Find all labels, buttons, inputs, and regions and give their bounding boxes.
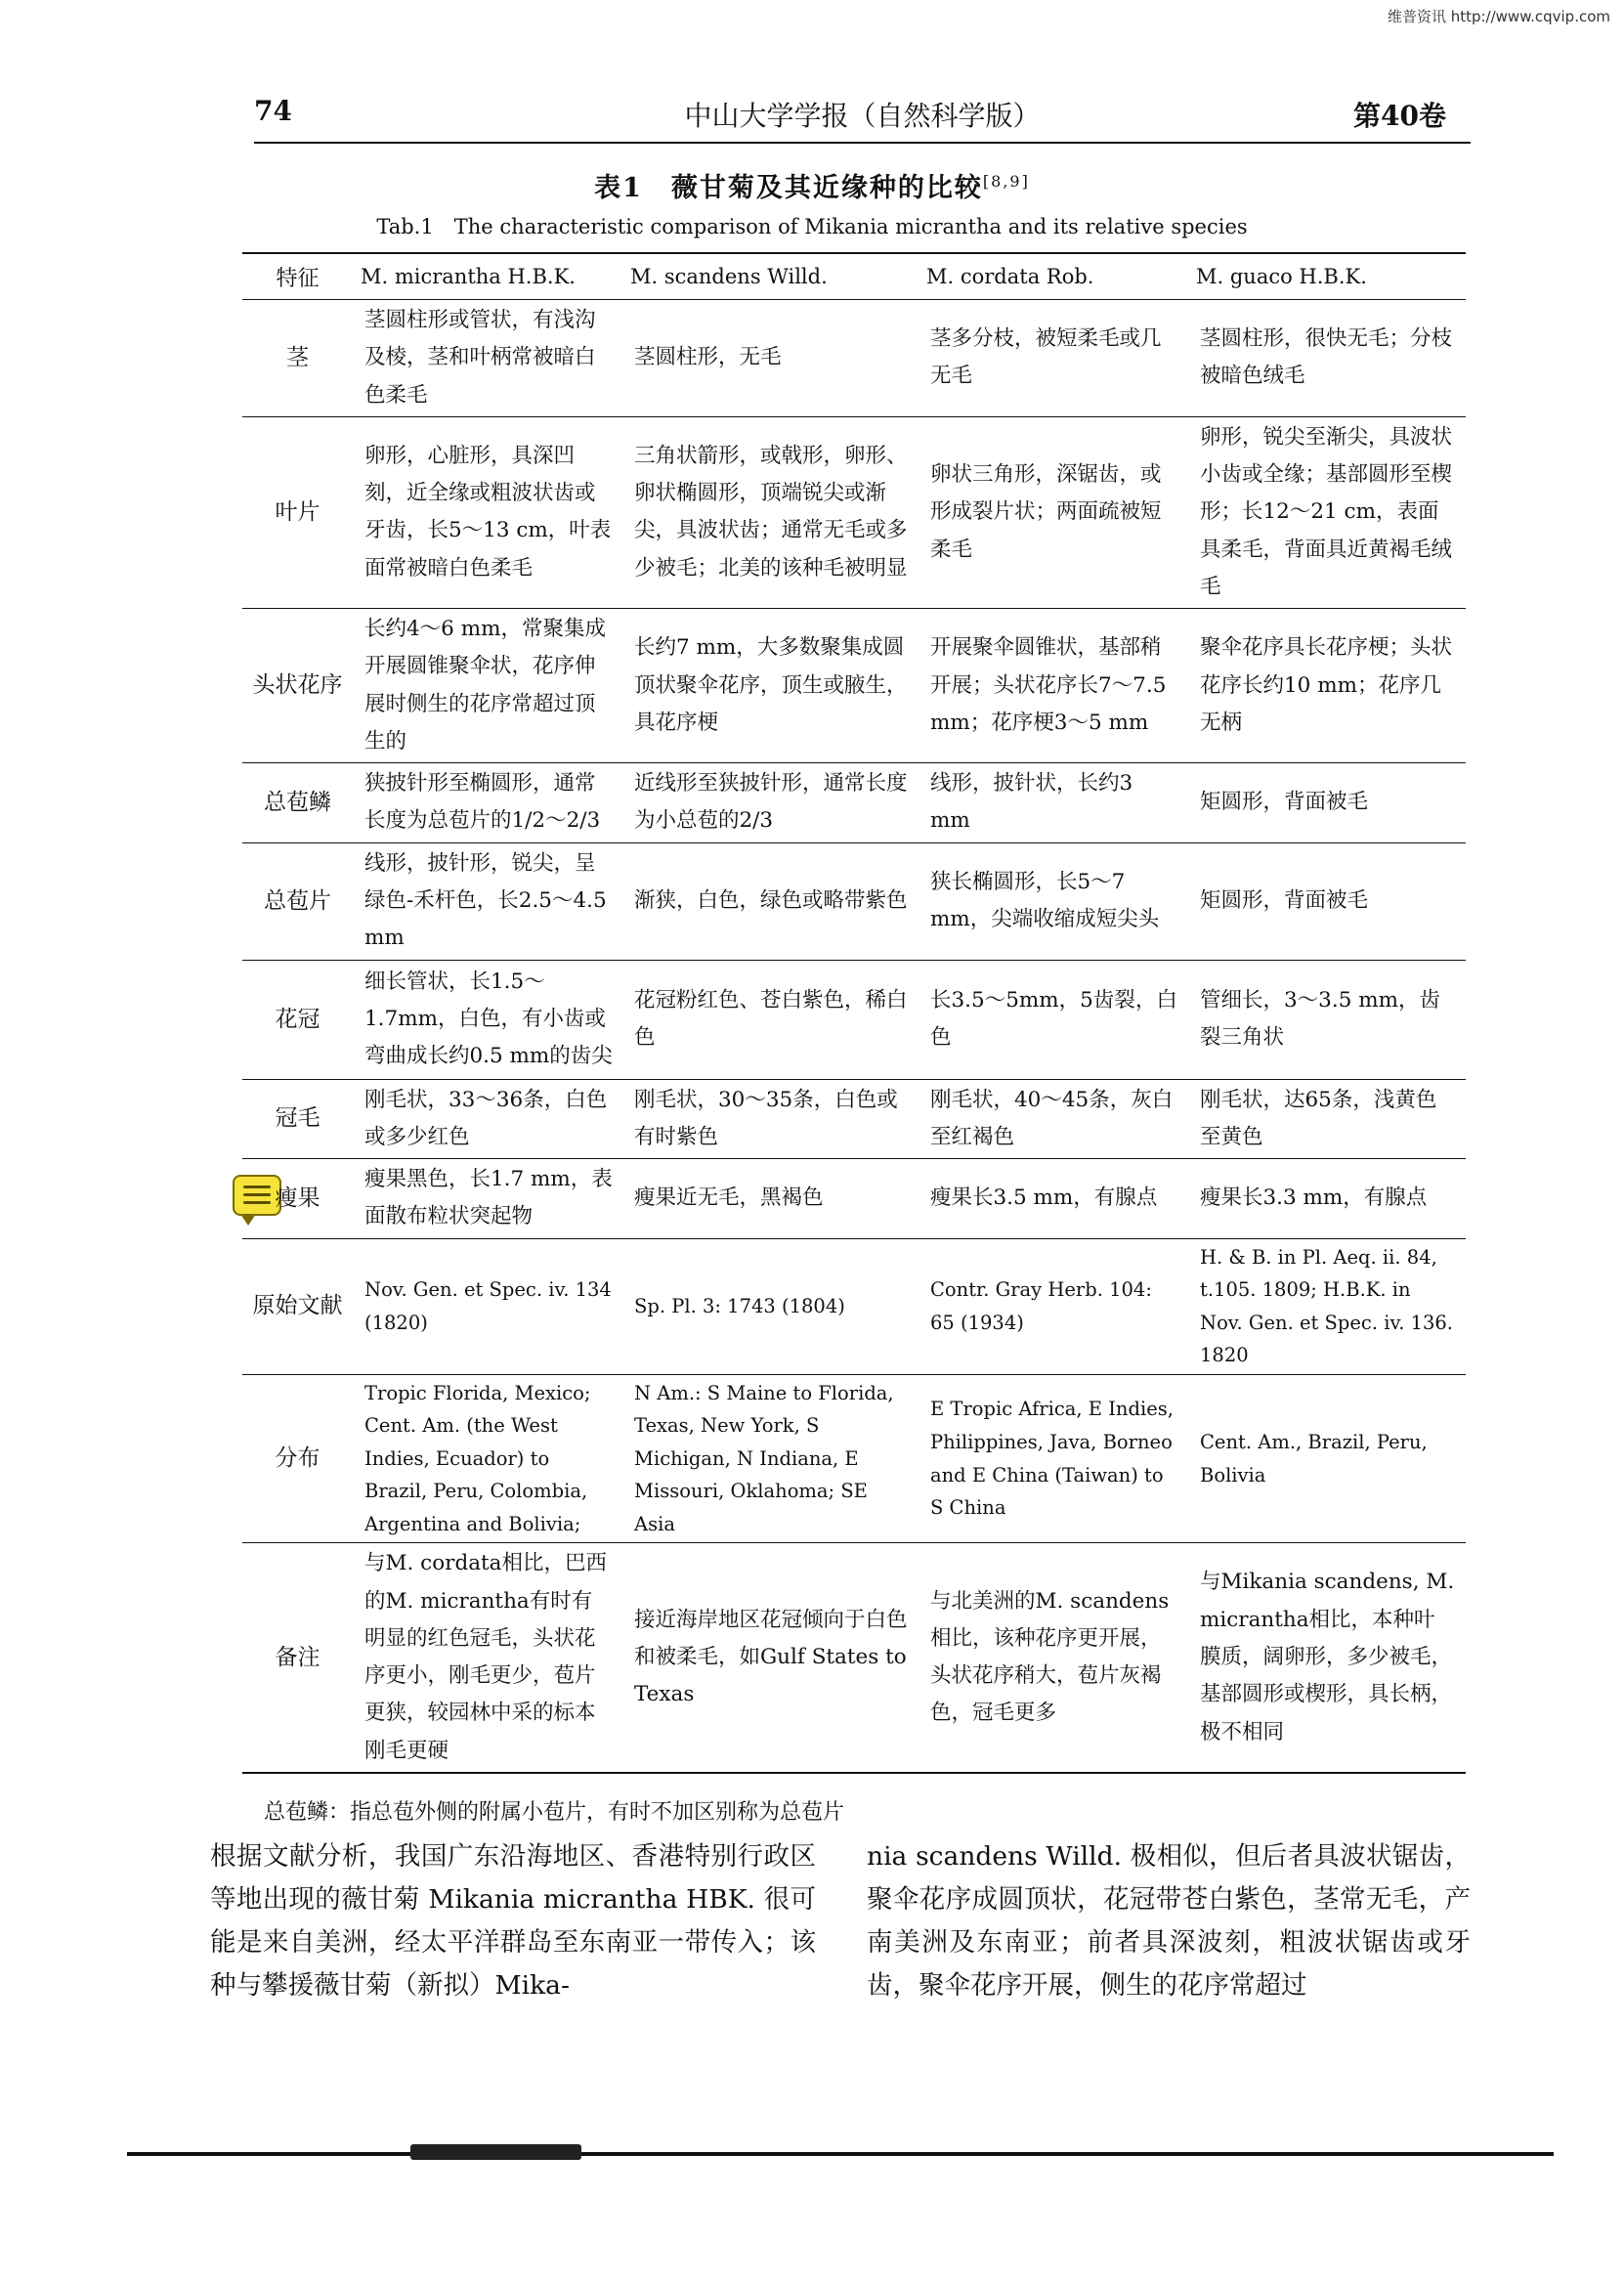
table-cell: 管细长，3～3.5 mm，齿裂三角状: [1188, 960, 1466, 1079]
table-row: [242, 842, 1466, 960]
table-body: [242, 300, 1466, 1773]
table-cell: 卵形，心脏形，具深凹刻，近全缘或粗波状齿或牙齿，长5～13 cm，叶表面常被暗白色柔毛: [353, 416, 622, 608]
table-cell: H. & B. in Pl. Aeq. ii. 84, t.105. 1809; H.B.K. in Nov. Gen. et Spec. iv. 136. 1820: [1188, 1238, 1466, 1374]
table-title-cn: [0, 166, 1624, 204]
table-cell: 接近海岸地区花冠倾向于白色和被柔毛，如Gulf States to Texas: [622, 1543, 919, 1773]
table-cell: 线形，披针形，锐尖，呈绿色-禾杆色，长2.5～4.5 mm: [353, 842, 622, 960]
volume-label: 第40卷: [1353, 100, 1446, 132]
feature-cell: 冠毛: [242, 1079, 353, 1159]
table-row: [242, 960, 1466, 1079]
bottom-rule: [127, 2152, 1554, 2156]
table-cell: 卵形，锐尖至渐尖，具波状小齿或全缘；基部圆形至楔形；长12～21 cm，表面具柔毛，背面具近黄褐毛绒毛: [1188, 416, 1466, 608]
table-cell: Cent. Am., Brazil, Peru, Bolivia: [1188, 1374, 1466, 1543]
feature-cell: 总苞鳞: [242, 763, 353, 843]
table-cell: 聚伞花序具长花序梗；头状花序长约10 mm；花序几无柄: [1188, 609, 1466, 763]
table-title-ref: [8,9]: [982, 172, 1030, 191]
table-cell: 矩圆形，背面被毛: [1188, 763, 1466, 843]
table-cell: 线形，披针状，长约3 mm: [919, 763, 1188, 843]
table-cell: 瘦果黑色，长1.7 mm，表面散布粒状突起物: [353, 1159, 622, 1239]
table-cell: 细长管状，长1.5～1.7mm，白色，有小齿或弯曲成长约0.5 mm的齿尖: [353, 960, 622, 1079]
journal-title: 中山大学学报（自然科学版）: [684, 100, 1041, 132]
feature-cell: 头状花序: [242, 609, 353, 763]
body-column-left: 根据文献分析，我国广东沿海地区、香港特别行政区等地出现的薇甘菊 Mikania micrantha HBK. 很可能是来自美洲，经太平洋群岛至东南亚一带传入；该种与攀援薇甘菊（新拟）Mika-: [210, 1841, 816, 2001]
table-row: [242, 1543, 1466, 1773]
page-header: [254, 93, 1471, 144]
table-footnote: 总苞鳞：指总苞外侧的附属小苞片，有时不加区别称为总苞片: [264, 1800, 845, 1825]
table-cell: E Tropic Africa, E Indies, Philippines, Java, Borneo and E China (Taiwan) to S China: [919, 1374, 1188, 1543]
scan-smudge: [410, 2144, 581, 2160]
table-row: [242, 300, 1466, 417]
column-header: M. guaco H.B.K.: [1188, 253, 1466, 300]
column-header: M. micrantha H.B.K.: [353, 253, 622, 300]
table-cell: 长约7 mm，大多数聚集成圆顶状聚伞花序，顶生或腋生，具花序梗: [622, 609, 919, 763]
table-cell: 狭披针形至椭圆形，通常长度为总苞片的1/2～2/3: [353, 763, 622, 843]
feature-cell: 备注: [242, 1543, 353, 1773]
column-header: M. cordata Rob.: [919, 253, 1188, 300]
table-row: [242, 1374, 1466, 1543]
feature-cell: 分布: [242, 1374, 353, 1543]
table-cell: 花冠粉红色、苍白紫色，稀白色: [622, 960, 919, 1079]
table-title-en: Tab.1 The characteristic comparison of Mikania micrantha and its relative species: [376, 215, 1248, 238]
table-cell: 矩圆形，背面被毛: [1188, 842, 1466, 960]
table-cell: 茎圆柱形或管状，有浅沟及棱，茎和叶柄常被暗白色柔毛: [353, 300, 622, 417]
table-header-row: [242, 253, 1466, 300]
table-cell: 瘦果近无毛，黑褐色: [622, 1159, 919, 1239]
feature-cell: 花冠: [242, 960, 353, 1079]
table-cell: 刚毛状，33～36条，白色或多少红色: [353, 1079, 622, 1159]
table-cell: 三角状箭形，或戟形，卵形、卵状椭圆形，顶端锐尖或渐尖，具波状齿；通常无毛或多少被毛；北美的该种毛被明显: [622, 416, 919, 608]
table-title-cn-text: 表1 薇甘菊及其近缘种的比较: [594, 173, 983, 203]
table-cell: 刚毛状，30～35条，白色或有时紫色: [622, 1079, 919, 1159]
table-cell: N Am.: S Maine to Florida, Texas, New York, S Michigan, N Indiana, E Missouri, Oklahoma; SE Asia: [622, 1374, 919, 1543]
feature-cell: 茎: [242, 300, 353, 417]
page-number: 74: [254, 95, 292, 127]
table-cell: Tropic Florida, Mexico; Cent. Am. (the West Indies, Ecuador) to Brazil, Peru, Colombia, Argentina and Bolivia;: [353, 1374, 622, 1543]
body-text: [210, 1835, 1471, 2031]
table-cell: 瘦果长3.5 mm，有腺点: [919, 1159, 1188, 1239]
table-cell: 长3.5～5mm，5齿裂，白色: [919, 960, 1188, 1079]
table-cell: 卵状三角形，深锯齿，或形成裂片状；两面疏被短柔毛: [919, 416, 1188, 608]
column-header: 特征: [242, 253, 353, 300]
comparison-table: [242, 252, 1466, 1774]
table-row: [242, 609, 1466, 763]
table-cell: 瘦果长3.3 mm，有腺点: [1188, 1159, 1466, 1239]
table-cell: Sp. Pl. 3: 1743 (1804): [622, 1238, 919, 1374]
table-row: [242, 1238, 1466, 1374]
feature-cell: 原始文献: [242, 1238, 353, 1374]
feature-cell: 瘦果: [242, 1159, 353, 1239]
feature-cell: 总苞片: [242, 842, 353, 960]
table-cell: 与Mikania scandens, M. micrantha相比，本种叶膜质，阔卵形，多少被毛，基部圆形或楔形，具长柄，极不相同: [1188, 1543, 1466, 1773]
table-cell: 与M. cordata相比，巴西的M. micrantha有时有明显的红色冠毛，头状花序更小，刚毛更少，苞片更狭，较园林中采的标本刚毛更硬: [353, 1543, 622, 1773]
table-row: [242, 763, 1466, 843]
column-header: M. scandens Willd.: [622, 253, 919, 300]
table-cell: 开展聚伞圆锥状，基部稍开展；头状花序长7～7.5 mm；花序梗3～5 mm: [919, 609, 1188, 763]
table-cell: 茎圆柱形，很快无毛；分枝被暗色绒毛: [1188, 300, 1466, 417]
table-cell: Nov. Gen. et Spec. iv. 134 (1820): [353, 1238, 622, 1374]
table-cell: 长约4～6 mm，常聚集成开展圆锥聚伞状，花序伸展时侧生的花序常超过顶生的: [353, 609, 622, 763]
table-cell: 刚毛状，达65条，浅黄色至黄色: [1188, 1079, 1466, 1159]
table-cell: Contr. Gray Herb. 104: 65 (1934): [919, 1238, 1188, 1374]
table-row: [242, 1079, 1466, 1159]
table-cell: 茎圆柱形，无毛: [622, 300, 919, 417]
body-column-right: nia scandens Willd. 极相似，但后者具波状锯齿，聚伞花序成圆顶状，花冠带苍白紫色，茎常无毛，产南美洲及东南亚；前者具深波刻，粗波状锯齿或牙齿，聚伞花序开展，侧生的花序常超过: [867, 1841, 1471, 2001]
watermark: 维普资讯 http://www.cqvip.com: [1387, 8, 1610, 25]
table-cell: 狭长椭圆形，长5～7 mm，尖端收缩成短尖头: [919, 842, 1188, 960]
table-cell: 茎多分枝，被短柔毛或几无毛: [919, 300, 1188, 417]
table-row: [242, 1159, 1466, 1239]
table-row: [242, 416, 1466, 608]
table-cell: 近线形至狭披针形，通常长度为小总苞的2/3: [622, 763, 919, 843]
feature-cell: 叶片: [242, 416, 353, 608]
table-cell: 渐狭，白色，绿色或略带紫色: [622, 842, 919, 960]
table-cell: 与北美洲的M. scandens相比，该种花序更开展，头状花序稍大，苞片灰褐色，冠毛更多: [919, 1543, 1188, 1773]
table-cell: 刚毛状，40～45条，灰白至红褐色: [919, 1079, 1188, 1159]
